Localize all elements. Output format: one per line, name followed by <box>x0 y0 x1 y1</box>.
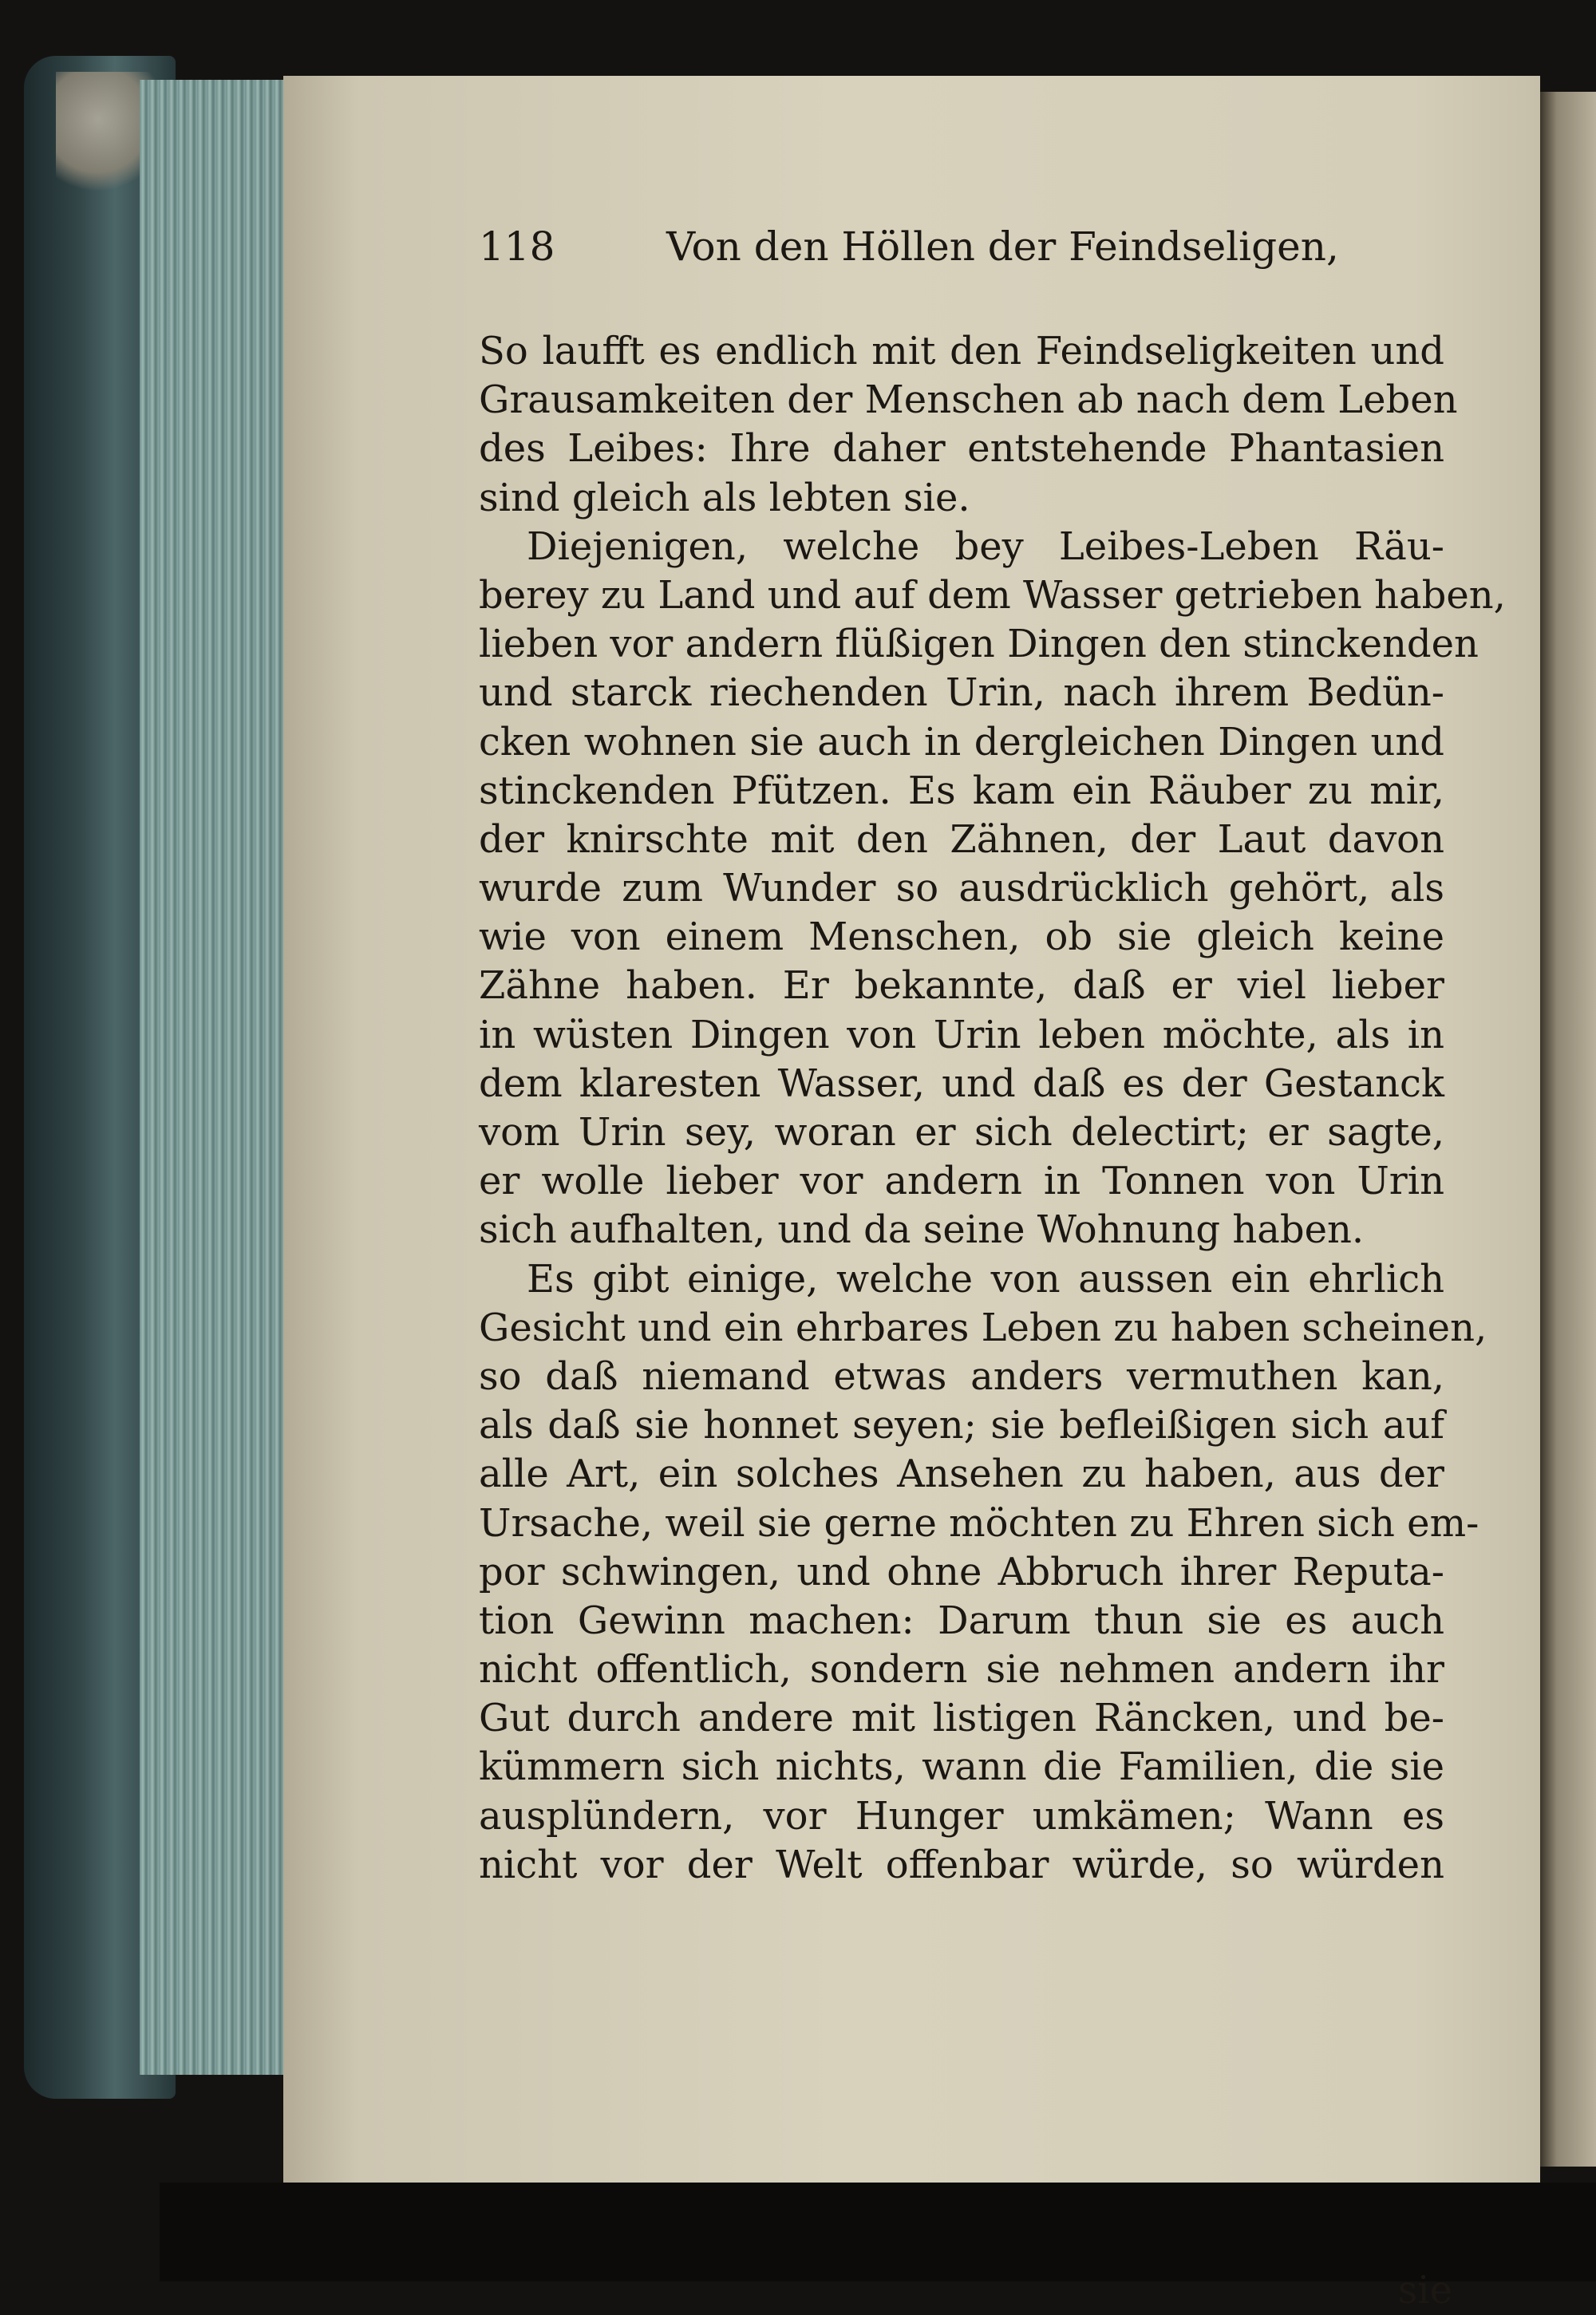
bottom-background <box>160 2183 1596 2281</box>
text-line: nicht vor der Welt offenbar würde, so würden <box>479 1842 1444 1887</box>
text-line: lieben vor andern flüßigen Dingen den stinckenden <box>479 622 1479 667</box>
text-line: der knirschte mit den Zähnen, der Laut davon <box>479 816 1444 862</box>
text-line: wie von einem Menschen, ob sie gleich keine <box>479 915 1444 960</box>
text-line: So laufft es endlich mit den Feindseligkeiten und <box>479 329 1444 373</box>
text-line: Gut durch andere mit listigen Räncken, und be- <box>479 1696 1444 1741</box>
facing-page-edge <box>1540 92 1596 2167</box>
page-edges <box>140 80 291 2075</box>
text-line: kümmern sich nichts, wann die Familien, die sie <box>479 1744 1444 1790</box>
text-line: dem klaresten Wasser, und daß es der Gestanck <box>479 1061 1444 1106</box>
running-title: Von den Höllen der Feindseligen, <box>666 223 1339 270</box>
text-line: Ursache, weil sie gerne möchten zu Ehren sich em- <box>479 1500 1479 1546</box>
text-line: Grausamkeiten der Menschen ab nach dem Leben <box>479 377 1458 423</box>
catchword: sie <box>1397 2268 1452 2313</box>
text-line: sind gleich als lebten sie. <box>479 475 970 520</box>
text-line: Es gibt einige, welche von aussen ein ehrlich <box>527 1256 1444 1302</box>
text-line: tion Gewinn machen: Darum thun sie es auch <box>479 1598 1444 1643</box>
text-line: in wüsten Dingen von Urin leben möchte, als in <box>479 1012 1444 1057</box>
text-line: Zähne haben. Er bekannte, daß er viel lieber <box>479 963 1444 1009</box>
text-line: sich aufhalten, und da seine Wohnung haben. <box>479 1207 1365 1253</box>
body-text <box>479 327 1506 1890</box>
text-line: Gesicht und ein ehrbares Leben zu haben scheinen, <box>479 1305 1487 1350</box>
text-line: nicht offentlich, sondern sie nehmen andern ihr <box>479 1647 1444 1693</box>
text-line: wurde zum Wunder so ausdrücklich gehört, als <box>479 866 1444 911</box>
text-line: cken wohnen sie auch in dergleichen Dingen und <box>479 719 1444 764</box>
text-line: stinckenden Pfützen. Es kam ein Räuber zu mir, <box>479 768 1444 813</box>
page-number: 118 <box>479 223 555 270</box>
text-line: Diejenigen, welche bey Leibes-Leben Räu- <box>527 523 1444 569</box>
text-line: alle Art, ein solches Ansehen zu haben, aus der <box>479 1452 1444 1497</box>
text-line: por schwingen, und ohne Abbruch ihrer Reputa- <box>479 1549 1444 1594</box>
page-header <box>479 223 1357 287</box>
text-line: er wolle lieber vor andern in Tonnen von Urin <box>479 1159 1444 1204</box>
text-line: des Leibes: Ihre daher entstehende Phantasien <box>479 426 1444 472</box>
text-line: berey zu Land und auf dem Wasser getrieben haben, <box>479 572 1506 618</box>
text-line: ausplündern, vor Hunger umkämen; Wann es <box>479 1793 1444 1839</box>
text-line: und starck riechenden Urin, nach ihrem Bedün- <box>479 670 1444 716</box>
text-line: als daß sie honnet seyen; sie befleißigen sich auf <box>479 1403 1444 1448</box>
text-line: vom Urin sey, woran er sich delectirt; er sagte, <box>479 1110 1444 1155</box>
text-line: so daß niemand etwas anders vermuthen kan, <box>479 1353 1444 1399</box>
